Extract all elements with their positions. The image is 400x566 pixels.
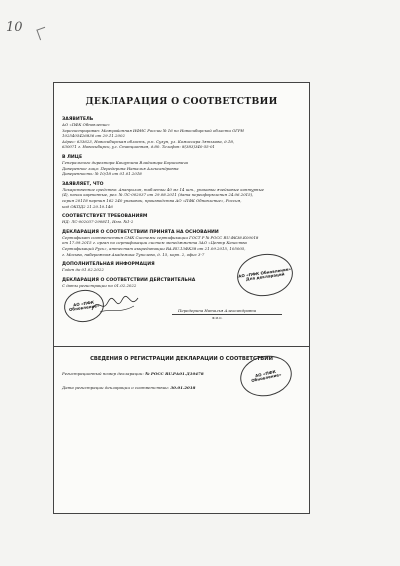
basis-line: Сертификаций Русь», аттестат аккредитации RA.RU.13ФК38 от 21.09.2015, 105005,: [62, 245, 246, 251]
person-heading: В ЛИЦЕ: [62, 154, 83, 160]
person-line: Генерального директора Кашутина Владимира Борисовича: [62, 159, 188, 165]
registration-block: [62, 356, 301, 390]
handwritten-check-mark: [36, 27, 48, 40]
applicant-line: Зарегистрирован: Межрайонная ИФНС России № 16 по Новосибирской области ОГРН: [62, 127, 244, 133]
requirements-heading: СООТВЕТСТВУЕТ ТРЕБОВАНИЯМ: [62, 214, 148, 220]
additional-info-heading: ДОПОЛНИТЕЛЬНАЯ ИНФОРМАЦИЯ: [62, 262, 155, 268]
document-title: ДЕКЛАРАЦИЯ О СООТВЕТСТВИИ: [85, 96, 278, 107]
statement-line: (4), пачки картонные, рег. № ЛС-002037 от 29.08.2011 (дата переоформления 24.06.2015),: [62, 192, 254, 198]
registration-date-value: 30.01.2018: [170, 385, 196, 391]
registration-number-value: № РОСС RU.РА01.Д10478: [145, 371, 204, 377]
registration-date-label: Дата регистрации декларации о соответствии:: [62, 385, 170, 391]
basis-line: от 17.09.2015 г. орган по сертификации систем менеджмента ЗАО «Центр Качества: [62, 240, 247, 246]
section-divider: [54, 346, 309, 347]
basis-line: г. Москва, набережная Академика Туполева, д. 15, корп. 2, офис 3-7: [62, 251, 205, 257]
handwritten-signature: [90, 292, 140, 318]
applicant-line: Адрес: 633623, Новосибирская область, р.п. Сузун, ул. Комиссара Зятькова, д.18,: [62, 138, 235, 144]
applicant-heading: ЗАЯВИТЕЛЬ: [62, 117, 94, 122]
additional-info-line: Годен до 01.02.2022: [62, 267, 104, 273]
statement-heading: ЗАЯВЛЯЕТ, ЧТО: [62, 181, 104, 187]
signature-line: [172, 314, 282, 315]
company-seal-stamp: [234, 251, 295, 300]
basis-line: Сертификат соответствия СМК Системы сертификации ГОСТ Р № РОСС RU.ФК38.К00018: [62, 234, 259, 240]
handwritten-page-number: 10: [6, 20, 23, 35]
statement-line: код ОКПД2 21.20.10.146: [62, 203, 113, 209]
registration-number-label: Регистрационный номер декларации:: [62, 371, 144, 377]
declaration-sheet: [53, 82, 310, 514]
registration-heading: СВЕДЕНИЯ О РЕГИСТРАЦИИ ДЕКЛАРАЦИИ О СООТВЕТСТВИИ: [90, 356, 273, 363]
statement-line: серия 20118 партия 162 240 упаковок, производства АО «ПФК Обновление», Россия,: [62, 197, 242, 203]
validity-line: С даты регистрации по 01.02.2022: [62, 282, 137, 288]
person-line: Доверенное лицо: Передерина Наталья Александровна: [62, 165, 179, 171]
applicant-line: АО «ПФК Обновление»: [62, 122, 110, 127]
statement-line: Лекарственное средство: Анаприлин, таблетки 40 мг 14 шт., упаковки ячейковые контурные: [62, 186, 264, 192]
seal-text: АО «ПФК Обновление» Для деклараций: [237, 266, 292, 282]
requirements-line: НД: ЛС-002037-290811, Изм. №1-2: [62, 219, 134, 225]
signer-name: Передерина Наталья Александровна: [178, 308, 257, 314]
basis-heading: ДЕКЛАРАЦИЯ О СООТВЕТСТВИИ ПРИНЯТА НА ОСНОВАНИИ: [62, 229, 219, 235]
applicant-line: 630071 г. Новосибирск, ул. Станционная, д.80. Телефон: 8(383)340-55-01: [62, 144, 215, 150]
stamp-text: АО «ПФК Обновление»: [250, 368, 282, 384]
validity-heading: ДЕКЛАРАЦИЯ О СООТВЕТСТВИИ ДЕЙСТВИТЕЛЬНА: [62, 277, 196, 283]
applicant-line: 1025405426836 от 29.11.2002: [62, 133, 125, 139]
fio-caption: Ф.И.О.: [212, 316, 223, 321]
stamp-text: АО «ПФК Обновление»: [68, 299, 100, 313]
person-line: Доверенность: № 10/18 от 01.01.2018: [62, 171, 142, 177]
